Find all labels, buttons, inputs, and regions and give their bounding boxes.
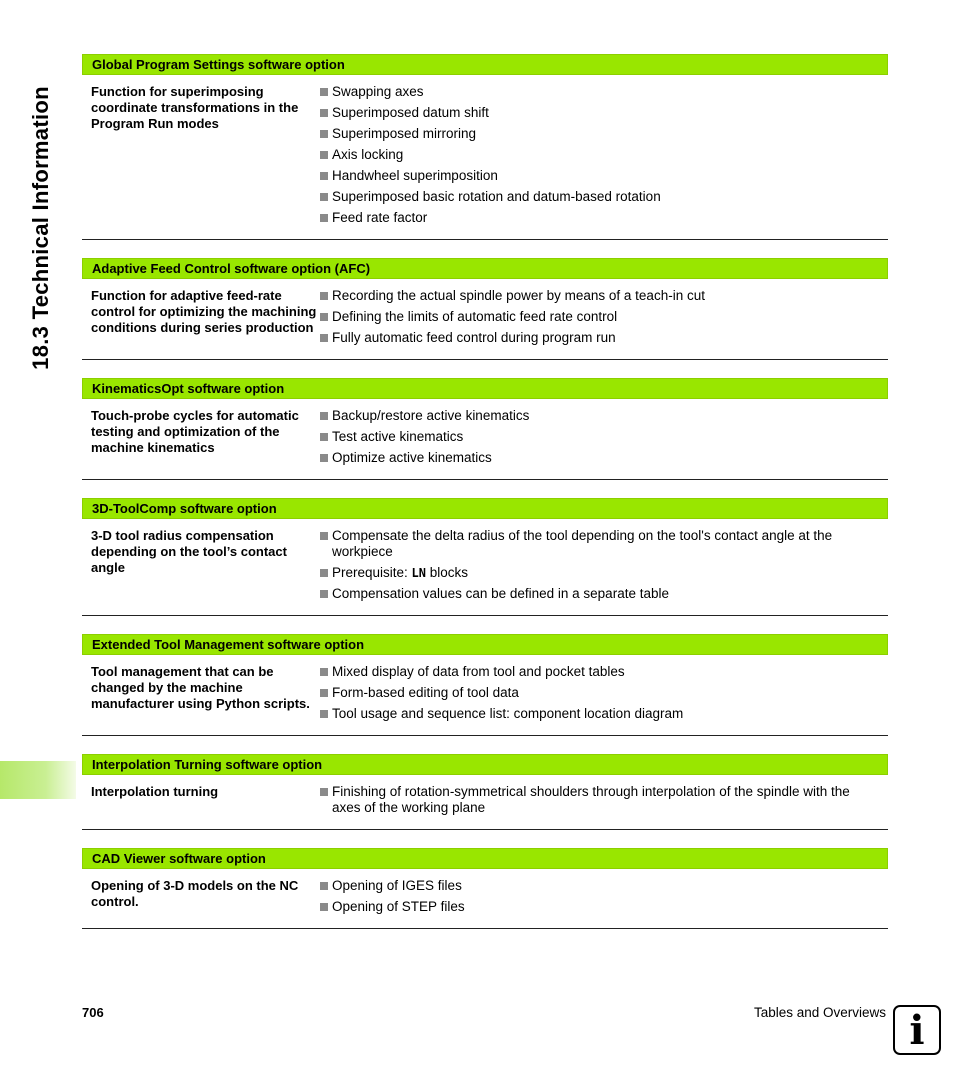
section-function-label: Touch-probe cycles for automatic testing and optimization of the machine kinematics [91,408,299,455]
feature-list-item: Superimposed datum shift [319,105,888,121]
feature-list-item: Opening of STEP files [319,899,888,915]
section-body [82,519,888,616]
feature-list-item: Swapping axes [319,84,888,100]
feature-list-item: Tool usage and sequence list: component location diagram [319,706,888,722]
feature-list-item: Compensation values can be defined in a separate table [319,586,888,602]
section-body [82,869,888,929]
feature-list-item: Recording the actual spindle power by means of a teach-in cut [319,288,888,304]
option-section [82,634,888,736]
info-icon[interactable] [893,1005,941,1055]
info-glyph: i [909,1007,925,1054]
feature-list-item: Finishing of rotation-symmetrical shoulders through interpolation of the spindle with the axes of the working plane [319,784,888,816]
section-header: CAD Viewer software option [82,848,888,869]
feature-list-item: Backup/restore active kinematics [319,408,888,424]
chapter-side-title [21,58,61,398]
option-section [82,848,888,929]
page-number: 706 [82,1005,104,1020]
section-body [82,279,888,360]
section-function-label: 3-D tool radius compensation depending on the tool’s contact angle [91,528,287,575]
feature-list-item: Form-based editing of tool data [319,685,888,701]
feature-list-item: Opening of IGES files [319,878,888,894]
feature-text-part: blocks [426,565,469,580]
section-function-label: Opening of 3-D models on the NC control. [91,878,299,909]
feature-list-item: Axis locking [319,147,888,163]
option-section [82,378,888,480]
section-header: KinematicsOpt software option [82,378,888,399]
option-section [82,54,888,240]
chapter-tab-marker [0,761,76,799]
feature-list-item: Optimize active kinematics [319,450,888,466]
feature-list-item: Defining the limits of automatic feed rate control [319,309,888,325]
feature-list-item: Test active kinematics [319,429,888,445]
section-body [82,655,888,736]
option-section [82,258,888,360]
feature-list-item: Superimposed mirroring [319,126,888,142]
section-header: Interpolation Turning software option [82,754,888,775]
feature-list-item: Handwheel superimposition [319,168,888,184]
section-function-label: Interpolation turning [91,784,219,799]
section-header: Global Program Settings software option [82,54,888,75]
nc-code-keyword: LN [411,566,426,580]
feature-list-item: Compensate the delta radius of the tool depending on the tool's contact angle at the workpiece [319,528,888,560]
options-table [82,54,888,947]
feature-list-item: Mixed display of data from tool and pocket tables [319,664,888,680]
footer-section-name: Tables and Overviews [753,1005,886,1020]
section-header: Adaptive Feed Control software option (AFC) [82,258,888,279]
feature-list [319,784,888,821]
feature-list-item [319,565,888,581]
option-section [82,498,888,616]
feature-text-part: Prerequisite: [332,565,412,580]
section-function-label: Function for superimposing coordinate transformations in the Program Run modes [91,84,299,131]
section-body [82,75,888,240]
section-body [82,775,888,830]
feature-list [319,408,888,471]
feature-list [319,664,888,727]
feature-list [319,288,888,351]
feature-list-item: Fully automatic feed control during program run [319,330,888,346]
section-body [82,399,888,480]
section-function-label: Function for adaptive feed-rate control for optimizing the machining conditions during series production [91,288,317,335]
feature-list-item: Superimposed basic rotation and datum-based rotation [319,189,888,205]
section-header: 3D-ToolComp software option [82,498,888,519]
feature-list [319,528,888,607]
feature-list-item: Feed rate factor [319,210,888,226]
section-header: Extended Tool Management software option [82,634,888,655]
chapter-title-text: 18.3 Technical Information [28,86,53,370]
feature-list [319,84,888,231]
feature-list [319,878,888,920]
section-function-label: Tool management that can be changed by the machine manufacturer using Python scripts. [91,664,310,711]
option-section [82,754,888,830]
